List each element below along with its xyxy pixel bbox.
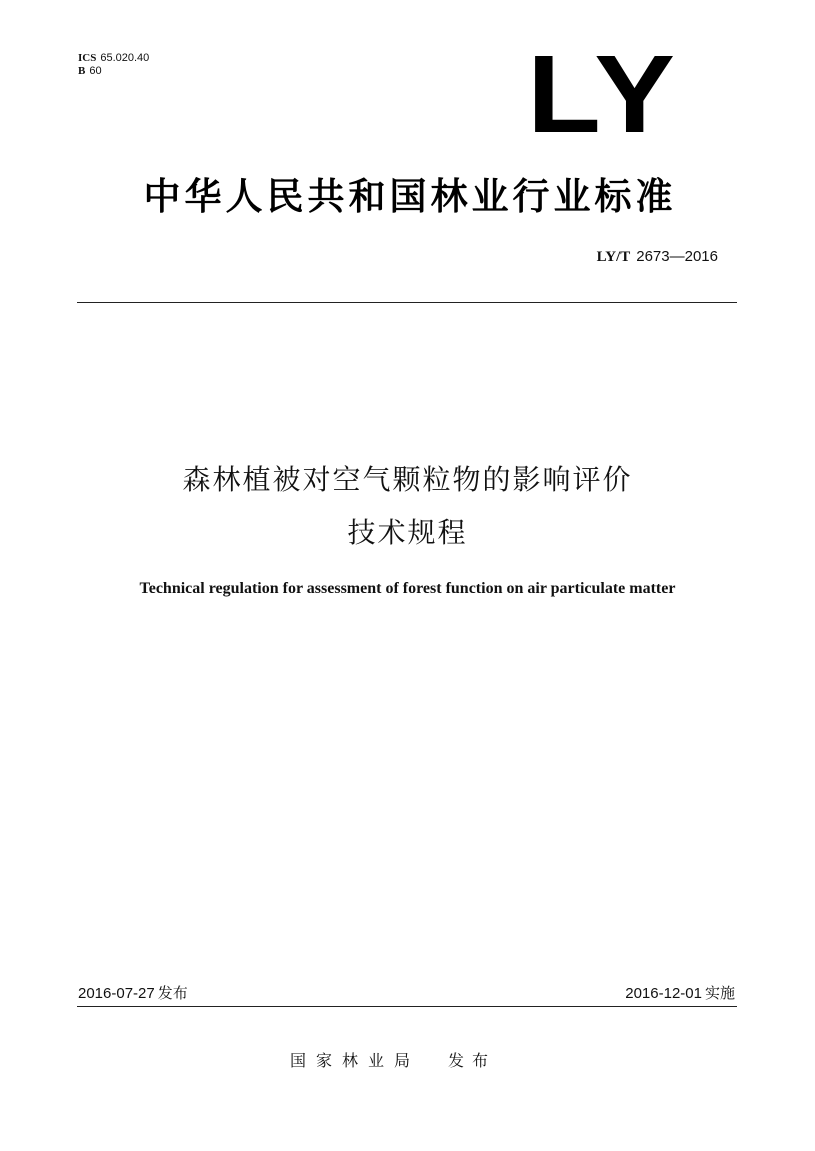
ics-line	[78, 52, 149, 65]
implementation-date-line	[625, 982, 735, 1003]
ccs-line	[78, 65, 149, 78]
bottom-divider	[77, 1006, 737, 1007]
classification-codes	[78, 52, 149, 78]
title-zh-line1: 森林植被对空气颗粒物的影响评价	[182, 463, 633, 496]
issue-label: 发布	[157, 984, 188, 1002]
title-zh-line2: 技术规程	[347, 516, 468, 549]
ics-code: 65.020.40	[100, 52, 150, 64]
implementation-label: 实施	[704, 984, 735, 1002]
ccs-code: 60	[89, 65, 102, 77]
standard-number-code: 2673—2016	[636, 248, 718, 265]
issuer-action: 发布	[448, 1051, 497, 1070]
implementation-date: 2016-12-01	[625, 985, 702, 1002]
standard-number-prefix: LY/T	[596, 249, 631, 265]
title-en: Technical regulation for assessment of forest function on air particulate matter	[139, 580, 676, 597]
ccs-label: B	[78, 65, 86, 77]
top-divider	[77, 302, 737, 303]
ics-label: ICS	[78, 52, 97, 64]
ly-logo: LY	[527, 33, 680, 156]
issuer-org: 国家林业局	[290, 1051, 421, 1070]
standard-category-title: 中华人民共和国林业行业标准	[143, 175, 677, 218]
issue-date: 2016-07-27	[78, 985, 155, 1002]
issuer-line	[290, 1048, 496, 1071]
standard-number	[597, 247, 718, 266]
issue-date-line	[78, 982, 188, 1003]
